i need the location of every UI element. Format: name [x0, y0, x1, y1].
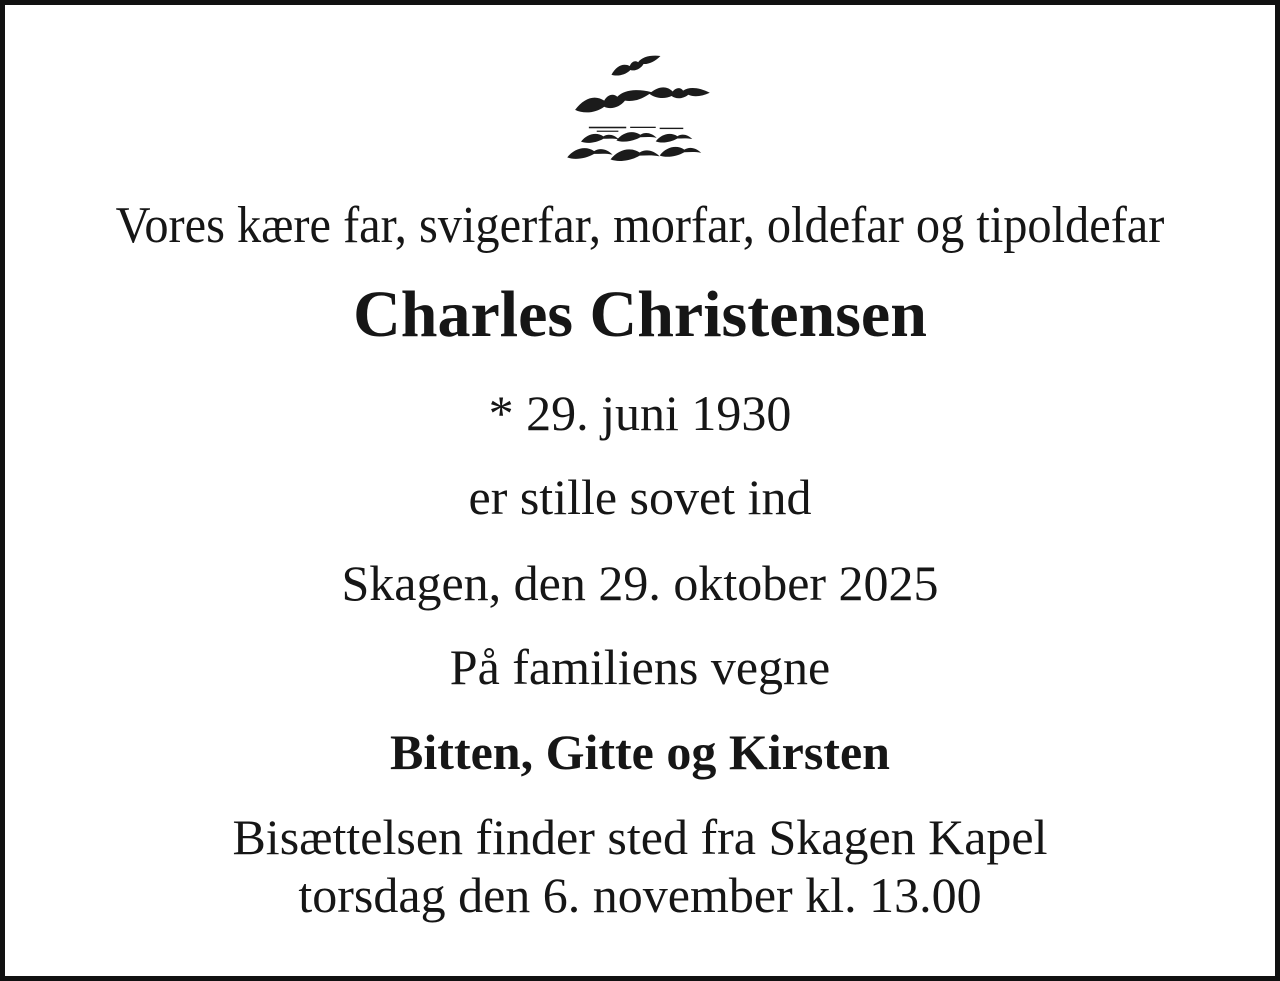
family-names: Bitten, Gitte og Kirsten — [390, 724, 890, 780]
ceremony-line-2: torsdag den 6. november kl. 13.00 — [298, 867, 982, 923]
place-date-line: Skagen, den 29. oktober 2025 — [341, 555, 939, 611]
on-behalf-line: På familiens vegne — [449, 639, 831, 695]
ceremony-info — [5, 808, 1275, 924]
intro-line: Vores kære far, svigerfar, morfar, oldefar og tipoldefar — [115, 197, 1165, 254]
death-line: er stille sovet ind — [468, 469, 812, 525]
ceremony-line-1: Bisættelsen finder sted fra Skagen Kapel — [232, 809, 1048, 865]
deceased-name: Charles Christensen — [353, 278, 927, 351]
birth-date-line: * 29. juni 1930 — [488, 385, 792, 441]
seagulls-over-waves-icon — [5, 51, 1275, 169]
